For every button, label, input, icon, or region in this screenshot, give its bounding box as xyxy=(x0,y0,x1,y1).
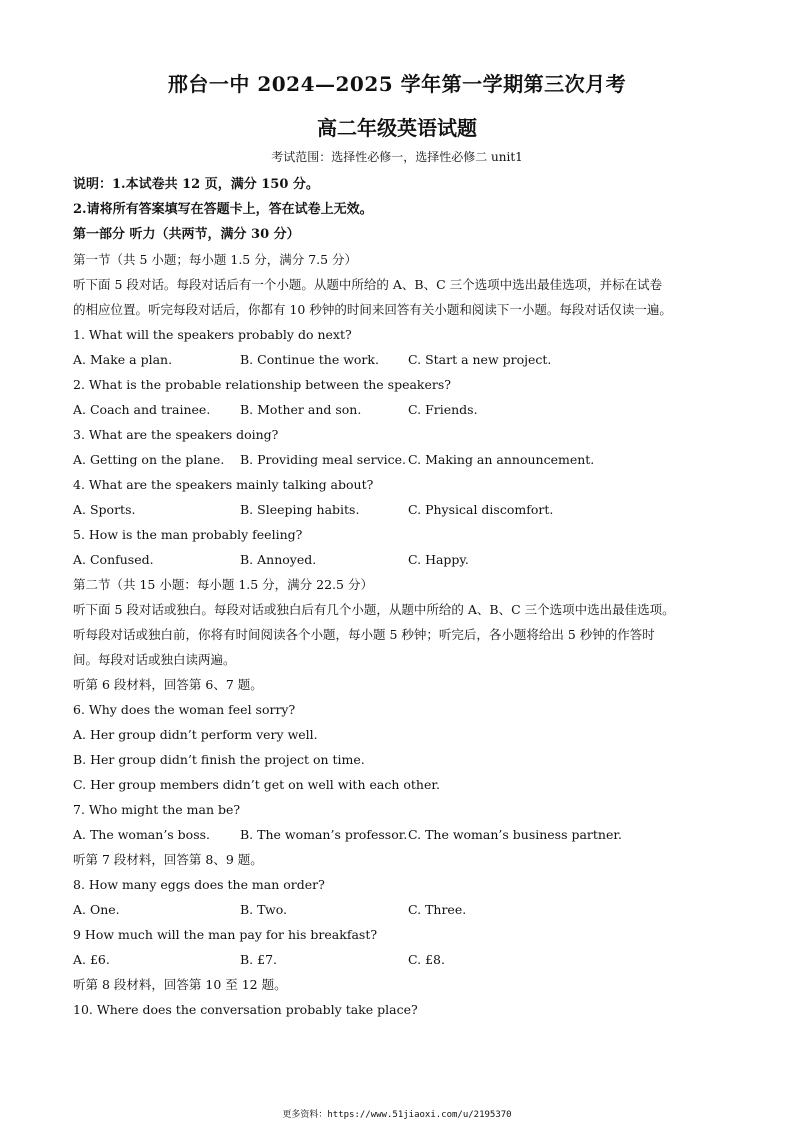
question-7-options xyxy=(73,822,733,847)
question-5: 5. How is the man probably feeling? xyxy=(73,527,303,542)
option-b: B. £7. xyxy=(240,952,278,967)
exam-scope: 考试范围：选择性必修一，选择性必修二 unit1 xyxy=(271,150,523,164)
option-b: B. Sleeping habits. xyxy=(240,502,360,517)
option-c: C. Friends. xyxy=(408,402,478,417)
section2-instruction-3: 间。每段对话或独白读两遍。 xyxy=(73,652,236,667)
section2-instruction-1: 听下面 5 段对话或独白。每段对话或独白后有几个小题，从题中所给的 A、B、C 三个选项中选出最佳选项。 xyxy=(73,602,675,617)
option-b: B. The woman’s professor. xyxy=(240,827,408,842)
section2-heading: 第二节（共 15 小题：每小题 1.5 分，满分 22.5 分） xyxy=(73,577,373,592)
option-a: A. Getting on the plane. xyxy=(73,452,225,467)
option-c: C. The woman’s business partner. xyxy=(408,827,622,842)
material-8-note: 听第 8 段材料，回答第 10 至 12 题。 xyxy=(73,977,287,992)
question-3-options xyxy=(73,447,733,472)
question-2: 2. What is the probable relationship between the speakers? xyxy=(73,377,451,392)
option-a: A. Coach and trainee. xyxy=(73,402,211,417)
exam-title: 邢台一中 2024—2025 学年第一学期第三次月考 xyxy=(167,72,627,96)
question-3: 3. What are the speakers doing? xyxy=(73,427,279,442)
note-1: 说明：1.本试卷共 12 页，满分 150 分。 xyxy=(73,177,319,192)
option-b: B. Continue the work. xyxy=(240,352,379,367)
question-10: 10. Where does the conversation probably take place? xyxy=(73,1002,418,1017)
question-5-options xyxy=(73,547,733,572)
option-c: C. Making an announcement. xyxy=(408,452,595,467)
option-b: B. Annoyed. xyxy=(240,552,317,567)
option-c: C. £8. xyxy=(408,952,445,967)
section1-instruction-1: 听下面 5 段对话。每段对话后有一个小题。从题中所给的 A、B、C 三个选项中选出最佳选项，并标在试卷 xyxy=(73,277,663,292)
section1-heading: 第一节（共 5 小题；每小题 1.5 分，满分 7.5 分） xyxy=(73,252,358,267)
question-8: 8. How many eggs does the man order? xyxy=(73,877,325,892)
footer-source-link[interactable]: 更多资料：https://www.51jiaoxi.com/u/2195370 xyxy=(282,1110,512,1120)
question-7: 7. Who might the man be? xyxy=(73,802,241,817)
option-a: A. Confused. xyxy=(73,552,154,567)
question-6-option-a: A. Her group didn’t perform very well. xyxy=(73,727,318,742)
option-b: B. Mother and son. xyxy=(240,402,362,417)
question-1-options xyxy=(73,347,733,372)
question-6-option-b: B. Her group didn’t finish the project on time. xyxy=(73,752,365,767)
question-4-options xyxy=(73,497,733,522)
option-a: A. Make a plan. xyxy=(73,352,173,367)
option-b: B. Two. xyxy=(240,902,288,917)
option-c: C. Physical discomfort. xyxy=(408,502,554,517)
question-6: 6. Why does the woman feel sorry? xyxy=(73,702,296,717)
question-9-options xyxy=(73,947,733,972)
material-6-note: 听第 6 段材料，回答第 6、7 题。 xyxy=(73,677,263,692)
question-2-options xyxy=(73,397,733,422)
exam-body xyxy=(73,172,733,1022)
material-7-note: 听第 7 段材料，回答第 8、9 题。 xyxy=(73,852,263,867)
option-a: A. One. xyxy=(73,902,120,917)
question-1: 1. What will the speakers probably do next? xyxy=(73,327,352,342)
section2-instruction-2: 听每段对话或独白前，你将有时间阅读各个小题，每小题 5 秒钟；听完后，各小题将给出 5 秒钟的作答时 xyxy=(73,627,655,642)
note-2: 2.请将所有答案填写在答题卡上，答在试卷上无效。 xyxy=(73,202,373,217)
question-8-options xyxy=(73,897,733,922)
option-a: A. The woman’s boss. xyxy=(73,827,211,842)
question-4: 4. What are the speakers mainly talking about? xyxy=(73,477,374,492)
option-a: A. £6. xyxy=(73,952,110,967)
question-6-option-c: C. Her group members didn’t get on well with each other. xyxy=(73,777,440,792)
option-a: A. Sports. xyxy=(73,502,136,517)
question-9: 9 How much will the man pay for his breakfast? xyxy=(73,927,378,942)
option-c: C. Three. xyxy=(408,902,467,917)
section1-instruction-2: 的相应位置。听完每段对话后，你都有 10 秒钟的时间来回答有关小题和阅读下一小题。每段对话仅读一遍。 xyxy=(73,302,672,317)
option-c: C. Start a new project. xyxy=(408,352,552,367)
exam-subtitle: 高二年级英语试题 xyxy=(317,116,477,140)
option-b: B. Providing meal service. xyxy=(240,452,407,467)
part1-heading: 第一部分 听力（共两节，满分 30 分） xyxy=(73,227,300,242)
option-c: C. Happy. xyxy=(408,552,469,567)
